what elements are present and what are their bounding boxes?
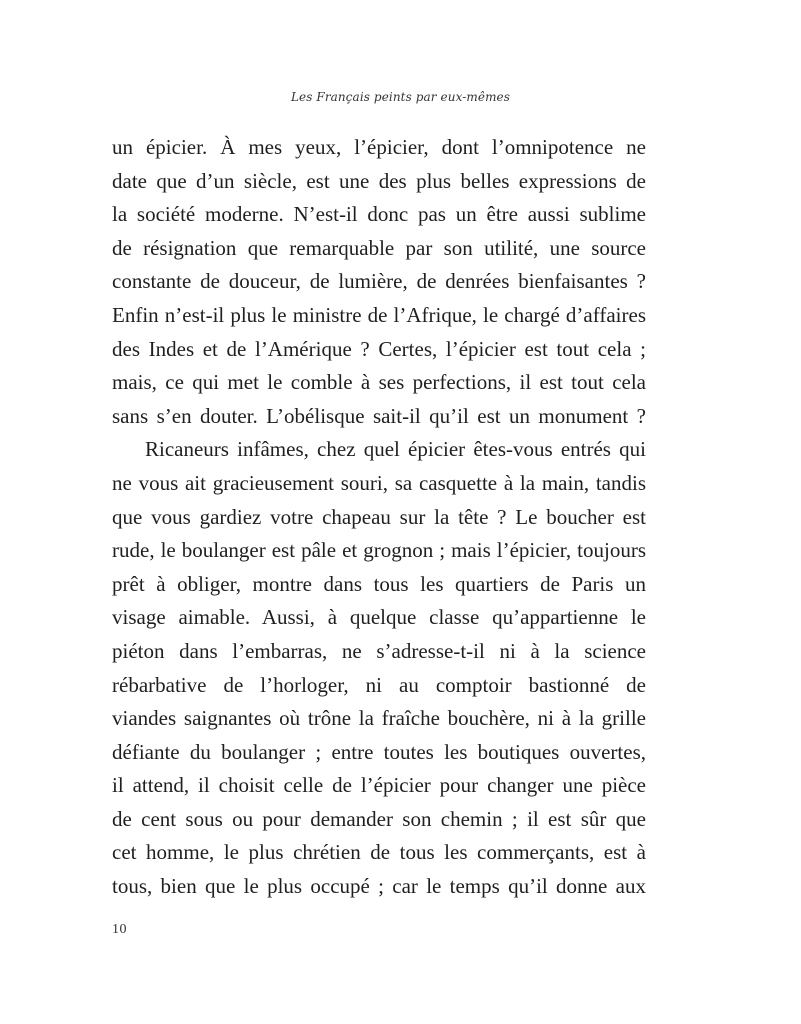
text-line: Enfin n’est-il plus le ministre de l’Afrique, le chargé d’affaires bbox=[112, 302, 646, 327]
text-line: rude, le boulanger est pâle et grognon ; mais l’épicier, toujours bbox=[112, 538, 646, 563]
text-line: mais, ce qui met le comble à ses perfections, il est tout cela bbox=[112, 370, 646, 395]
text-line: rébarbative de l’horloger, ni au comptoir bastionné de bbox=[112, 672, 646, 697]
text-line: visage aimable. Aussi, à quelque classe qu’appartienne le bbox=[112, 605, 646, 630]
paragraph bbox=[112, 131, 646, 433]
running-head: Les Français peints par eux-mêmes bbox=[290, 90, 511, 104]
text-line: de cent sous ou pour demander son chemin ; il est sûr que bbox=[112, 806, 646, 831]
text-line: prêt à obliger, montre dans tous les quartiers de Paris un bbox=[112, 571, 646, 596]
text-line: que vous gardiez votre chapeau sur la tête ? Le boucher est bbox=[112, 504, 646, 529]
text-line: piéton dans l’embarras, ne s’adresse-t-il ni à la science bbox=[112, 638, 646, 663]
text-line: des Indes et de l’Amérique ? Certes, l’épicier est tout cela ; bbox=[112, 336, 646, 361]
text-line: constante de douceur, de lumière, de denrées bienfaisantes ? bbox=[112, 269, 646, 294]
text-line: viandes saignantes où trône la fraîche bouchère, ni à la grille bbox=[112, 706, 646, 731]
text-line: de résignation que remarquable par son utilité, une source bbox=[112, 235, 646, 260]
text-line: sans s’en douter. L’obélisque sait-il qu’il est un monument ? bbox=[112, 403, 646, 428]
text-line: cet homme, le plus chrétien de tous les commerçants, est à bbox=[112, 840, 646, 865]
text-line: il attend, il choisit celle de l’épicier pour changer une pièce bbox=[112, 773, 646, 798]
text-line: Ricaneurs infâmes, chez quel épicier êtes-vous entrés qui bbox=[145, 437, 646, 462]
page-number: 10 bbox=[112, 922, 127, 937]
text-line: un épicier. À mes yeux, l’épicier, dont l’omnipotence ne bbox=[112, 135, 646, 159]
text-line: la société moderne. N’est-il donc pas un être aussi sublime bbox=[112, 202, 646, 227]
text-line: ne vous ait gracieusement souri, sa casquette à la main, tandis bbox=[112, 470, 646, 495]
text-line: tous, bien que le plus occupé ; car le temps qu’il donne aux bbox=[112, 874, 646, 899]
text-line: défiante du boulanger ; entre toutes les boutiques ouvertes, bbox=[112, 739, 646, 764]
paragraph bbox=[112, 433, 646, 903]
text-line: date que d’un siècle, est une des plus belles expressions de bbox=[112, 168, 646, 193]
body-text bbox=[112, 131, 646, 904]
